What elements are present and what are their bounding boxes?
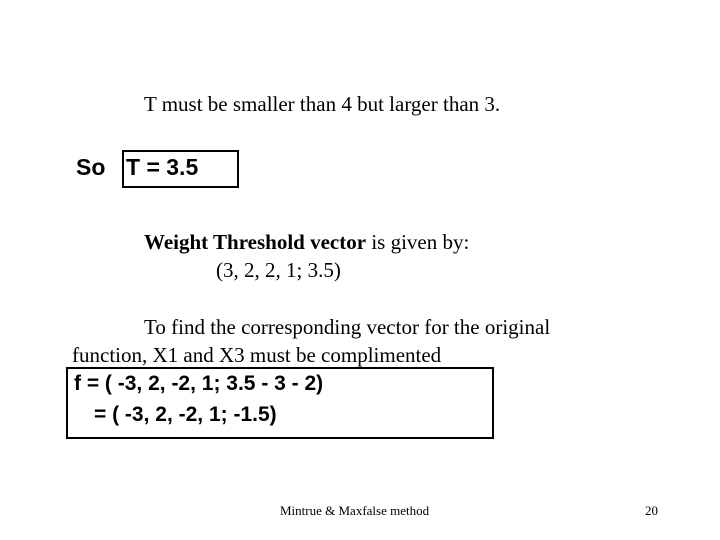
- f-vector-line-1: f = ( -3, 2, -2, 1; 3.5 - 3 - 2): [74, 372, 324, 395]
- weight-threshold-rest: is given by:: [366, 230, 470, 254]
- so-label: So: [76, 154, 106, 180]
- weight-threshold-vector: (3, 2, 2, 1; 3.5): [216, 258, 341, 282]
- f-vector-line-2: = ( -3, 2, -2, 1; -1.5): [94, 403, 277, 426]
- complement-text-line-1: To find the corresponding vector for the original: [144, 315, 551, 339]
- page-number: 20: [645, 503, 658, 518]
- t-value: T = 3.5: [126, 154, 199, 180]
- threshold-statement: T must be smaller than 4 but larger than 3.: [144, 92, 501, 116]
- footer-title: Mintrue & Maxfalse method: [280, 503, 430, 518]
- weight-threshold-term: Weight Threshold vector: [144, 230, 367, 254]
- complement-text-line-2: function, X1 and X3 must be complimented: [72, 343, 442, 367]
- weight-threshold-line: [144, 230, 469, 255]
